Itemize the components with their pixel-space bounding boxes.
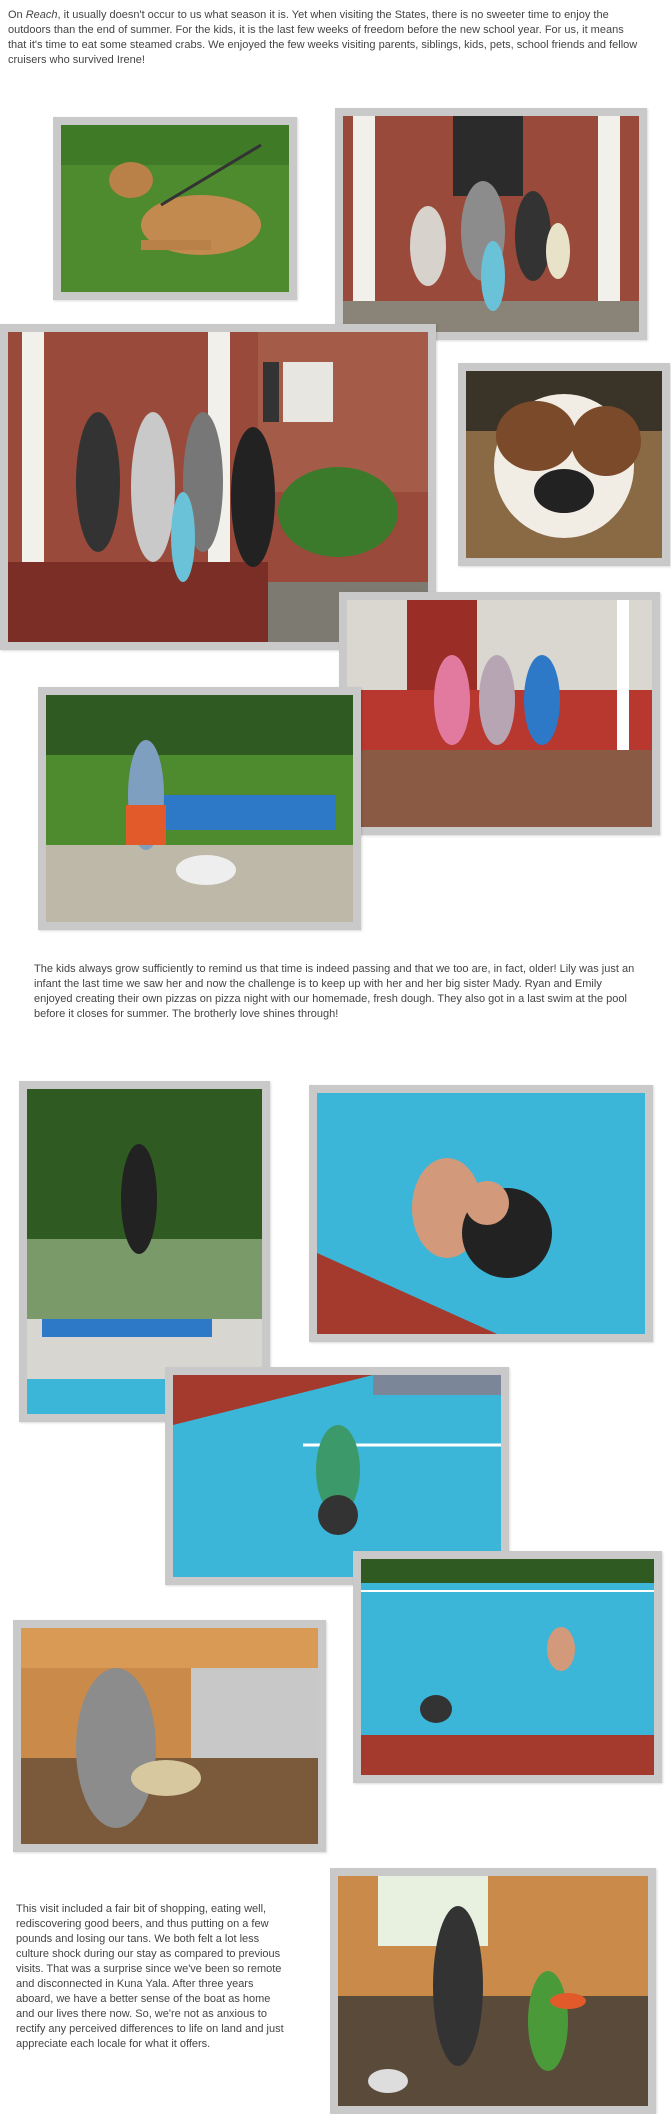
photo-boy-making-pizza — [13, 1620, 326, 1852]
photo-siblings-pool — [309, 1085, 653, 1342]
closing-paragraph: This visit included a fair bit of shopping, eating well, rediscovering good beers, and thus putting on a few pounds and losing our tans. We both felt a lot less culture shock during our stay as compared to previous visits. That was a surprise since we've been so remote and disconnected in Kuna Yala. After three years aboard, we have a better sense of the boat as home and our lives there now. So, we're not as anxious to rectify any perceived differences to life on land and just appreciate each locale for what it offers. — [16, 1903, 284, 2050]
photo-bulldog-closeup — [458, 363, 670, 566]
middle-paragraph: The kids always grow sufficiently to remind us that time is indeed passing and that we too are, in fact, older! Lily was just an infant the last time we saw her and now the challenge is to keep up with her and her big sister Mady. Ryan and Emily enjoyed creating their own pizzas on pizza night with our homemade, fresh dough. They also got in a last swim at the pool before it closes for summer. The brotherly love shines through! — [34, 963, 635, 1020]
photo-dog-walk — [38, 687, 361, 930]
photo-kitchen-pizza — [330, 1868, 656, 2114]
photo-dog-on-grass — [53, 117, 297, 300]
photo-family-doorstep — [335, 108, 647, 340]
intro-paragraph — [8, 8, 638, 68]
boat-name: Reach — [25, 9, 58, 21]
photo-girl-waving-pool — [353, 1551, 662, 1783]
intro-text: , it usually doesn't occur to us what season it is. Yet when visiting the States, there is no sweeter time to enjoy the outdoors than the end of summer. For the kids, it is the last few weeks of freedom before the new school year. For us, it means that it's time to eat some steamed crabs. We enjoyed the few weeks visiting parents, siblings, kids, pets, school friends and fellow cruisers who survived Irene! — [8, 9, 638, 66]
intro-lead: On — [8, 9, 26, 21]
photo-group-red-porch — [339, 592, 660, 835]
